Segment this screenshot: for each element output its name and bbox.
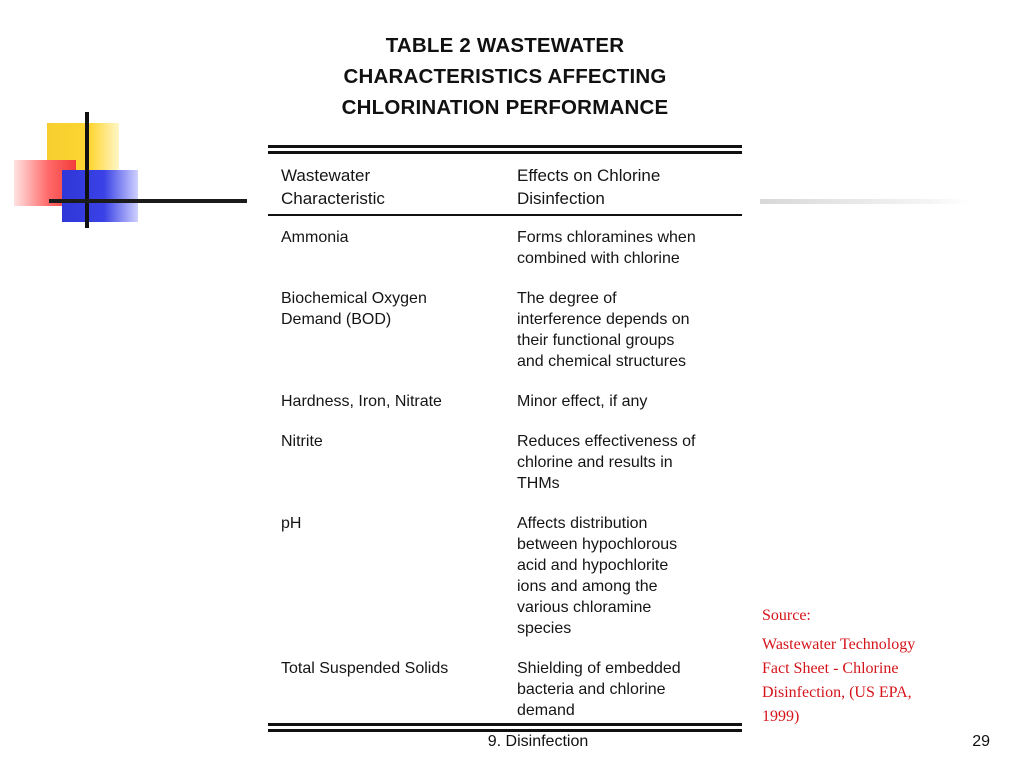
table-header bbox=[268, 154, 742, 214]
cell-line: Biochemical Oxygen bbox=[281, 290, 427, 307]
effect-cell bbox=[504, 513, 742, 639]
cell-line: Nitrite bbox=[281, 433, 323, 450]
cell-line: and chemical structures bbox=[517, 353, 686, 370]
effect-cell bbox=[504, 391, 742, 412]
vertical-rule bbox=[85, 112, 89, 228]
cell-line: Demand (BOD) bbox=[281, 311, 392, 328]
decorative-logo bbox=[0, 0, 260, 240]
header-effects bbox=[504, 164, 742, 210]
source-label: Source: bbox=[762, 607, 811, 624]
blue-square-shape bbox=[62, 170, 138, 222]
source-line: 1999) bbox=[762, 708, 800, 725]
characteristic-cell bbox=[268, 288, 504, 372]
header-text: Effects on Chlorine bbox=[517, 166, 661, 185]
characteristic-cell bbox=[268, 658, 504, 721]
fading-rule bbox=[760, 199, 970, 204]
characteristics-table bbox=[268, 145, 742, 732]
table-top-rule bbox=[268, 145, 742, 154]
page-number: 29 bbox=[972, 733, 990, 750]
cell-line: bacteria and chlorine bbox=[517, 681, 666, 698]
footer-title: 9. Disinfection bbox=[487, 733, 589, 750]
source-line: Wastewater Technology bbox=[762, 636, 916, 653]
title-line: CHARACTERISTICS AFFECTING bbox=[343, 65, 667, 88]
source-line: Fact Sheet - Chlorine bbox=[762, 660, 899, 677]
table-row bbox=[268, 412, 742, 494]
slide-title bbox=[270, 30, 740, 123]
cell-line: chlorine and results in bbox=[517, 454, 673, 471]
cell-line: their functional groups bbox=[517, 332, 675, 349]
table-row bbox=[268, 216, 742, 269]
characteristic-cell bbox=[268, 431, 504, 494]
header-text: Wastewater bbox=[281, 166, 371, 185]
table-row bbox=[268, 269, 742, 372]
cell-line: Forms chloramines when bbox=[517, 229, 696, 246]
cell-line: THMs bbox=[517, 475, 560, 492]
characteristic-cell bbox=[268, 391, 504, 412]
cell-line: ions and among the bbox=[517, 578, 658, 595]
effect-cell bbox=[504, 658, 742, 721]
cell-line: combined with chlorine bbox=[517, 250, 680, 267]
table-row bbox=[268, 372, 742, 412]
title-line: CHLORINATION PERFORMANCE bbox=[341, 96, 669, 119]
cell-line: pH bbox=[281, 515, 302, 532]
table-body bbox=[268, 216, 742, 723]
table-row bbox=[268, 494, 742, 639]
effect-cell bbox=[504, 227, 742, 269]
header-text: Disinfection bbox=[517, 189, 605, 208]
horizontal-rule bbox=[49, 199, 247, 203]
header-characteristic bbox=[268, 164, 504, 210]
characteristic-cell bbox=[268, 227, 504, 269]
cell-line: Ammonia bbox=[281, 229, 349, 246]
cell-line: Total Suspended Solids bbox=[281, 660, 449, 677]
cell-line: various chloramine bbox=[517, 599, 652, 616]
table-row bbox=[268, 639, 742, 723]
header-text: Characteristic bbox=[281, 189, 385, 208]
cell-line: Shielding of embedded bbox=[517, 660, 681, 677]
cell-line: Affects distribution bbox=[517, 515, 648, 532]
cell-line: Reduces effectiveness of bbox=[517, 433, 696, 450]
cell-line: species bbox=[517, 620, 572, 637]
cell-line: between hypochlorous bbox=[517, 536, 678, 553]
source-line: Disinfection, (US EPA, bbox=[762, 684, 912, 701]
table-bottom-rule bbox=[268, 723, 742, 732]
cell-line: Hardness, Iron, Nitrate bbox=[281, 393, 442, 410]
cell-line: acid and hypochlorite bbox=[517, 557, 669, 574]
cell-line: Minor effect, if any bbox=[517, 393, 648, 410]
source-note bbox=[762, 604, 1012, 729]
title-line: TABLE 2 WASTEWATER bbox=[385, 34, 625, 57]
cell-line: interference depends on bbox=[517, 311, 690, 328]
cell-line: demand bbox=[517, 702, 575, 719]
effect-cell bbox=[504, 431, 742, 494]
characteristic-cell bbox=[268, 513, 504, 639]
cell-line: The degree of bbox=[517, 290, 617, 307]
effect-cell bbox=[504, 288, 742, 372]
